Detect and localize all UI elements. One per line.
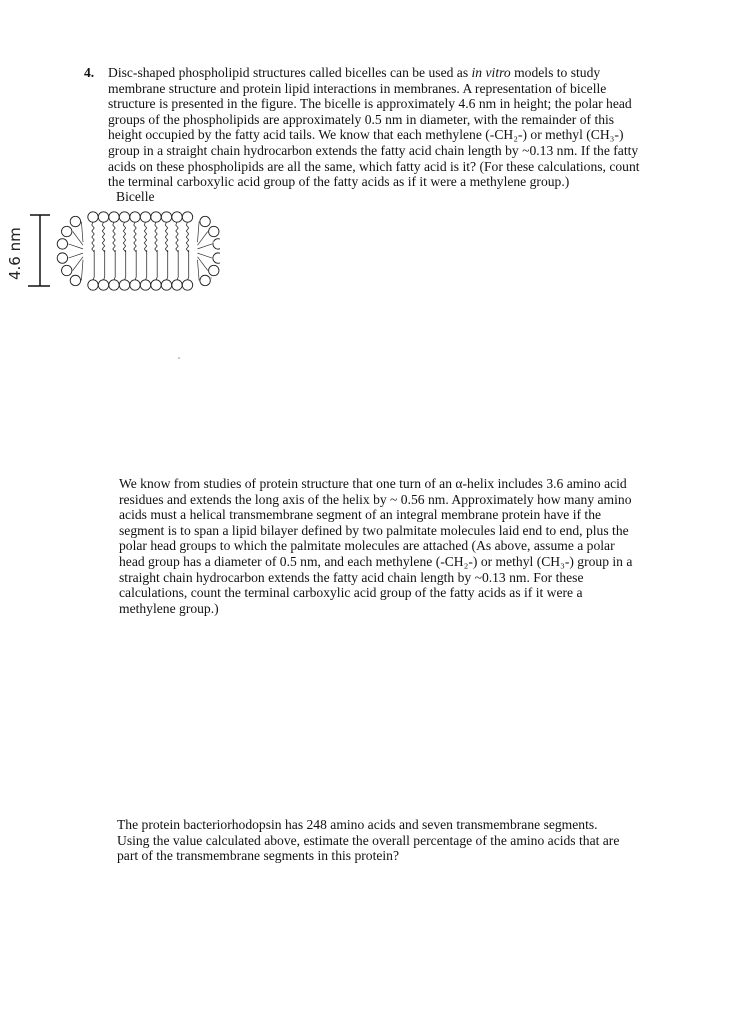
scan-speck bbox=[210, 277, 212, 279]
text-line: We know from studies of protein structure that one turn of an α-helix includes 3.6 amino acid bbox=[119, 476, 627, 491]
lipid-tail bbox=[92, 222, 94, 252]
bicelle-diagram bbox=[55, 210, 220, 292]
polar-head bbox=[62, 265, 72, 275]
lipid-tail bbox=[165, 222, 167, 252]
polar-head bbox=[151, 280, 161, 290]
text-fragment: Disc-shaped phospholipid structures called bicelles can be used as bbox=[108, 65, 472, 80]
lipid-tail bbox=[156, 250, 157, 280]
text-line: the terminal carboxylic acid group of the fatty acids as if it were a methylene group.) bbox=[108, 174, 570, 190]
polar-head bbox=[88, 212, 98, 222]
question-number: 4. bbox=[84, 65, 95, 80]
polar-head bbox=[140, 212, 150, 222]
polar-head bbox=[70, 275, 80, 285]
lipid-tail bbox=[146, 250, 147, 280]
polar-head bbox=[70, 216, 80, 226]
text-line: segment is to span a lipid bilayer defined by two palmitate molecules laid end to end, plus the bbox=[119, 522, 629, 538]
lipid-tail bbox=[198, 222, 200, 243]
question-4-text bbox=[108, 65, 640, 190]
polar-head bbox=[209, 226, 219, 236]
text-line: methylene group.) bbox=[119, 600, 219, 616]
lipid-tail bbox=[198, 253, 213, 258]
polar-head bbox=[57, 239, 67, 249]
polar-head bbox=[88, 280, 98, 290]
lipid-tail bbox=[123, 222, 125, 252]
text-line: residues and extends the long axis of the helix by ~ 0.56 nm. Approximately how many amino bbox=[119, 491, 632, 507]
lipid-tail bbox=[155, 222, 157, 252]
part-3-text bbox=[117, 817, 619, 864]
polar-head bbox=[172, 212, 182, 222]
polar-head bbox=[98, 280, 108, 290]
text-line: straight chain hydrocarbon extends the fatty acid chain length by ~0.13 nm. For these bbox=[119, 569, 584, 585]
lipid-tail bbox=[188, 250, 189, 280]
polar-head bbox=[172, 280, 182, 290]
polar-head bbox=[140, 280, 150, 290]
polar-head bbox=[130, 212, 140, 222]
text-line: groups of the phospholipids are approximately 0.5 nm in diameter, with the remainder of this bbox=[108, 111, 615, 127]
polar-head bbox=[119, 212, 129, 222]
polar-head bbox=[182, 212, 192, 222]
lipid-tail bbox=[135, 250, 136, 280]
lipid-tail bbox=[176, 222, 178, 252]
lipid-tail bbox=[198, 244, 213, 249]
lipid-tail bbox=[102, 222, 104, 252]
polar-head bbox=[213, 253, 220, 263]
lipid-tail bbox=[73, 231, 83, 245]
handwritten-scale-bar bbox=[0, 205, 50, 295]
lipid-tail bbox=[93, 250, 94, 280]
polar-head bbox=[109, 212, 119, 222]
text-fragment: models to study bbox=[510, 65, 601, 80]
lipid-tail bbox=[73, 257, 83, 271]
lipid-tail bbox=[125, 250, 126, 280]
lipid-tail bbox=[104, 250, 105, 280]
text-line: Using the value calculated above, estimate the overall percentage of the amino acids that are bbox=[117, 832, 620, 848]
polar-head bbox=[130, 280, 140, 290]
polar-head bbox=[182, 280, 192, 290]
polar-head bbox=[119, 280, 129, 290]
figure-caption: Bicelle bbox=[116, 189, 155, 204]
text-line: calculations, count the terminal carboxylic acid group of the fatty acids as if it were a bbox=[119, 585, 583, 601]
lipid-tail bbox=[198, 260, 200, 281]
scan-speck bbox=[178, 357, 180, 359]
text-line: structure is presented in the figure. The bicelle is approximately 4.6 nm in height; the polar head bbox=[108, 96, 632, 112]
polar-head bbox=[200, 275, 210, 285]
text-line: head group has a diameter of 0.5 nm, and each methylene (-CH₂-) or methyl (CH₃-) group in a bbox=[119, 553, 633, 569]
polar-head bbox=[151, 212, 161, 222]
lipid-tail bbox=[198, 231, 208, 245]
text-line: membrane structure and protein lipid interactions in membranes. A representation of bicelle bbox=[108, 80, 607, 96]
text-line: height occupied by the fatty acid tails. We know that each methylene (-CH₂-) or methyl (CH₃-) bbox=[108, 127, 624, 143]
text-line: The protein bacteriorhodopsin has 248 amino acids and seven transmembrane segments. bbox=[117, 817, 598, 832]
lipid-tail bbox=[81, 222, 83, 243]
polar-head bbox=[109, 280, 119, 290]
polar-head bbox=[200, 216, 210, 226]
text-line bbox=[108, 65, 640, 81]
polar-head bbox=[209, 265, 219, 275]
lipid-tail bbox=[198, 257, 208, 271]
lipid-tail bbox=[186, 222, 188, 252]
text-line: polar head groups to which the palmitate molecules are attached (As above, assume a polar bbox=[119, 538, 615, 554]
polar-head bbox=[62, 226, 72, 236]
text-line: part of the transmembrane segments in this protein? bbox=[117, 848, 399, 864]
lipid-tail bbox=[81, 260, 83, 281]
lipid-tail bbox=[114, 250, 115, 280]
handwritten-label: 4.6 nm bbox=[6, 227, 24, 280]
text-line: acids must a helical transmembrane segment of an integral membrane protein have if the bbox=[119, 507, 602, 523]
lipid-tail bbox=[68, 244, 83, 249]
lipid-tail bbox=[134, 222, 136, 252]
polar-head bbox=[213, 239, 220, 249]
lipid-tail bbox=[177, 250, 178, 280]
polar-head bbox=[98, 212, 108, 222]
text-line: group in a straight chain hydrocarbon extends the fatty acid chain length by ~0.13 nm. If the fatty bbox=[108, 142, 639, 158]
lipid-tail bbox=[113, 222, 115, 252]
scan-speck bbox=[212, 241, 214, 243]
polar-head bbox=[161, 212, 171, 222]
lipid-tail bbox=[167, 250, 168, 280]
polar-head bbox=[57, 253, 67, 263]
italic-term: in vitro bbox=[471, 65, 511, 80]
polar-head bbox=[161, 280, 171, 290]
text-line: acids on these phospholipids are all the same, which fatty acid is it? (For these calculations, count bbox=[108, 158, 640, 174]
lipid-tail bbox=[144, 222, 146, 252]
lipid-tail bbox=[68, 253, 83, 258]
part-2-text bbox=[119, 476, 632, 616]
